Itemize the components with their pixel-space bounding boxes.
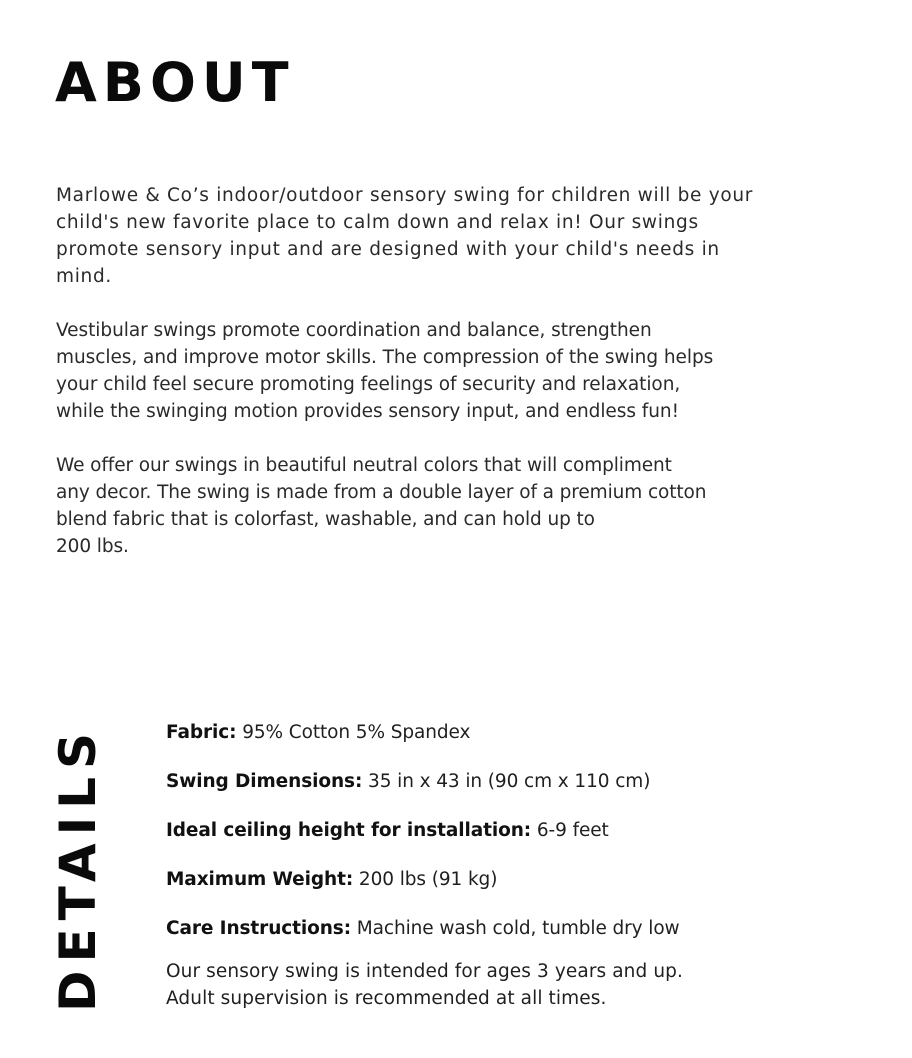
detail-row-dimensions (166, 767, 866, 816)
about-heading: ABOUT (55, 51, 295, 114)
age-supervision-note: Our sensory swing is intended for ages 3 years and up. Adult supervision is recommended at all times. (166, 961, 683, 1009)
about-paragraph-intro: Marlowe & Co’s indoor/outdoor sensory swing for children will be your child's new favorite place to calm down and relax in! Our swings promote sensory input and are designed with your child's needs in mind. (56, 185, 754, 287)
detail-label: Fabric: (166, 722, 237, 743)
detail-label: Care Instructions: (166, 918, 352, 939)
detail-row-care-instructions (166, 914, 866, 963)
detail-value: 35 in x 43 in (90 cm x 110 cm) (362, 771, 651, 792)
detail-label: Ideal ceiling height for installation: (166, 820, 532, 841)
details-heading: DETAILS (49, 724, 107, 1012)
detail-label: Maximum Weight: (166, 869, 354, 890)
detail-value: 6-9 feet (531, 820, 609, 841)
detail-value: 200 lbs (91 kg) (353, 869, 498, 890)
detail-row-ceiling-height (166, 816, 866, 865)
details-list (166, 718, 866, 1009)
detail-value: Machine wash cold, tumble dry low (351, 918, 680, 939)
about-paragraph-benefits: Vestibular swings promote coordination and balance, strengthen muscles, and improve motor skills. The compression of the swing helps your child feel secure promoting feelings of security and relaxation, while the swinging motion provides sensory input, and endless fun! (56, 320, 714, 422)
detail-row-maximum-weight (166, 865, 866, 914)
detail-label: Swing Dimensions: (166, 771, 363, 792)
detail-value: 95% Cotton 5% Spandex (236, 722, 471, 743)
about-description (56, 182, 816, 587)
detail-row-fabric (166, 718, 866, 767)
about-paragraph-materials: We offer our swings in beautiful neutral colors that will compliment any decor. The swing is made from a double layer of a premium cotton blend fabric that is colorfast, washable, and can hold up to 200 lbs. (56, 455, 707, 557)
